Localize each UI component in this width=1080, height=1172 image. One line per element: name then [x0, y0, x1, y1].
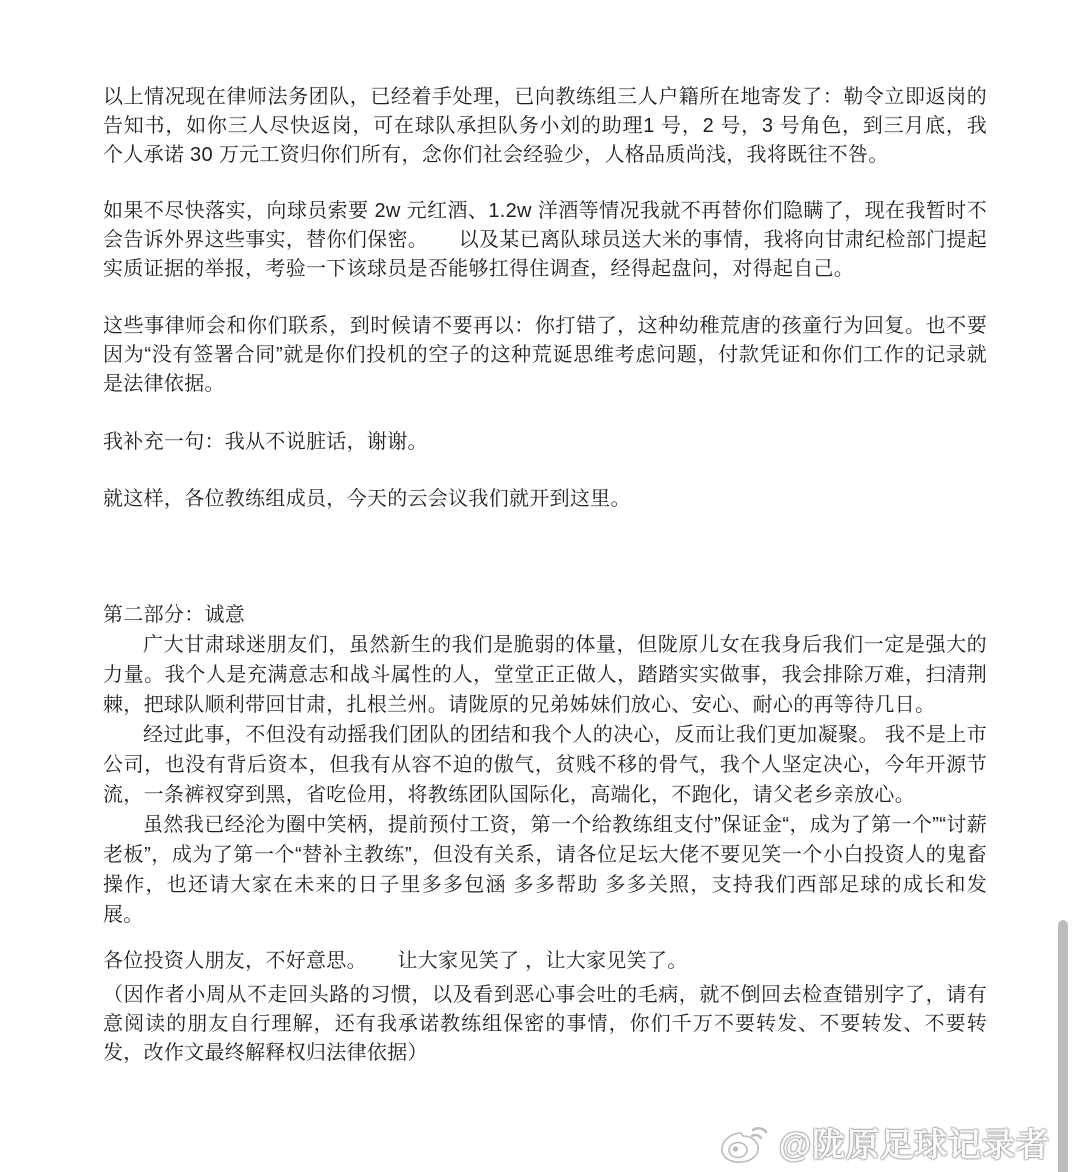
paragraph-determination: 经过此事，不但没有动摇我们团队的团结和我个人的决心，反而让我们更加凝聚。 我不是上市公司，也没有背后资本，但我有从容不迫的傲气，贫贱不移的骨气，我个人坚定决心，今年开源节流，一条裤衩穿到黑，省吃俭用，将教练团队国际化，高端化，不跑化，请父老乡亲放心。 [103, 724, 987, 806]
paragraph-legal-basis: 这些事律师会和你们联系，到时候请不要再以：你打错了，这种幼稚荒唐的孩童行为回复。也不要因为“没有签署合同”就是你们投机的空子的这种荒诞思维考虑问题，付款凭证和你们工作的记录就是法律依据。 [103, 315, 987, 395]
paragraph-addendum: 我补充一句：我从不说脏话，谢谢。 [103, 431, 428, 453]
paragraph-fans: 广大甘肃球迷朋友们，虽然新生的我们是脆弱的体量，但陇原儿女在我身后我们一定是强大的力量。我个人是充满意志和战斗属性的人，堂堂正正做人，踏踏实实做事，我会排除万难，扫清荆棘，把球队顺利带回甘肃，扎根兰州。请陇原的兄弟姊妹们放心、安心、耐心的再等待几日。 [103, 634, 987, 716]
paragraph-investors: 各位投资人朋友，不好意思。 让大家见笑了 ，让大家见笑了。 [103, 950, 688, 972]
vertical-scrollbar-thumb[interactable] [1058, 920, 1068, 1172]
paragraph-laughingstock: 虽然我已经沦为圈中笑柄，提前预付工资，第一个给教练组支付”保证金“，成为了第一个”“讨薪老板”，成为了第一个“替补主教练”，但没有关系，请各位足坛大佬不要见笑一个小白投资人的鬼畜操作，也还请大家在未来的日子里多多包涵 多多帮助 多多关照，支持我们西部足球的成长和发展。 [103, 814, 987, 926]
section-heading: 第二部分：诚意 [103, 604, 246, 626]
paragraph-disclaimer: （因作者小周从不走回头路的习惯，以及看到恶心事会吐的毛病，就不倒回去检查错别字了，请有意阅读的朋友自行理解，还有我承诺教练组保密的事情，你们千万不要转发、不要转发、不要转发，改作文最终解释权归法律依据） [103, 984, 987, 1064]
letter-body [103, 83, 987, 1068]
section-part2 [103, 600, 987, 930]
weibo-icon [719, 1121, 771, 1165]
watermark-handle: @陇原足球记录者 [778, 1126, 1050, 1163]
paragraph-warning: 如果不尽快落实，向球员索要 2w 元红酒、1.2w 洋酒等情况我就不再替你们隐瞒了，现在我暂时不会告诉外界这些事实，替你们保密。 以及某已离队球员送大米的事情，我将向甘肃纪检部门提起实质证据的举报，考验一下该球员是否能够扛得住调查，经得起盘问，对得起自己。 [103, 200, 987, 280]
paragraph-notice: 以上情况现在律师法务团队，已经着手处理，已向教练组三人户籍所在地寄发了：勒令立即返岗的告知书，如你三人尽快返岗，可在球队承担队务小刘的助理1 号，2 号，3 号角色，到三月底，我个人承诺 30 万元工资归你们所有，念你们社会经验少，人格品质尚浅，我将既往不咎。 [103, 86, 987, 166]
paragraph-meeting-close: 就这样，各位教练组成员，今天的云会议我们就开到这里。 [103, 488, 631, 510]
weibo-watermark [719, 1119, 1050, 1166]
